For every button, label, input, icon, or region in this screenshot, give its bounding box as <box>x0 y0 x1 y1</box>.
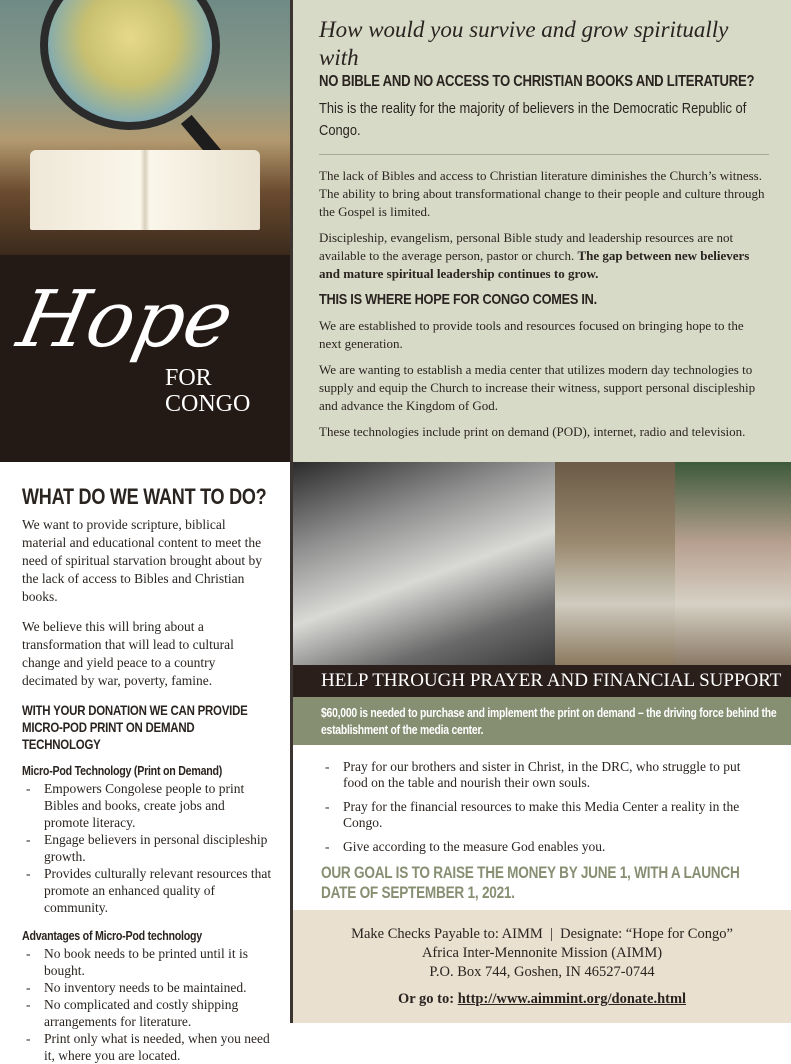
hope-for-congo-logo <box>0 255 290 462</box>
intro-paragraph: The lack of Bibles and access to Christian literature diminishes the Church’s witness. The ability to bring about transformational change to their people and culture through the Gospel is limited. <box>319 168 765 219</box>
man-with-printer-photo <box>555 462 675 665</box>
goal-statement: OUR GOAL IS TO RAISE THE MONEY BY JUNE 1, WITH A LAUNCH DATE OF SEPTEMBER 1, 2021. <box>321 863 740 902</box>
tech-heading: Micro-Pod Technology (Print on Demand) <box>22 763 223 778</box>
intro-question: How would you survive and grow spiritually with <box>319 17 729 70</box>
list-item: - Give according to the measure God enables you. <box>321 839 751 855</box>
printer-photo <box>293 462 555 665</box>
bold-text: The gap between new believers and mature spiritual leadership continues to grow. <box>319 248 750 281</box>
checks-payable: Make Checks Payable to: AIMM | Designate: “Hope for Congo” <box>351 926 733 942</box>
list-item: - Engage believers in personal discipleship growth. <box>22 831 272 865</box>
donation-heading: WITH YOUR DONATION WE CAN PROVIDE MICRO-POD PRINT ON DEMAND TECHNOLOGY <box>22 702 248 752</box>
intro-reality: This is the reality for the majority of believers in the Democratic Republic of Congo. <box>319 100 747 139</box>
photo-strip <box>290 462 791 665</box>
intro-panel <box>290 0 791 462</box>
child-with-book-photo <box>675 462 791 665</box>
intro-paragraph: These technologies include print on demand (POD), internet, radio and television. <box>319 424 746 439</box>
magnifying-glass-map <box>40 0 220 130</box>
paragraph: We want to provide scripture, biblical material and educational content to meet the need of spiritual starvation brought about by the lack of access to Bibles and Christian books. <box>22 517 262 604</box>
address: P.O. Box 744, Goshen, IN 46527-0744 <box>429 964 655 980</box>
list-item: - Empowers Congolese people to print Bibles and books, create jobs and promote literacy. <box>22 780 272 831</box>
what-we-want-section <box>0 462 290 1063</box>
support-banner: HELP THROUGH PRAYER AND FINANCIAL SUPPORT <box>290 665 791 697</box>
list-item: - No complicated and costly shipping arrangements for literature. <box>22 996 272 1030</box>
paragraph: We believe this will bring about a transformation that will lead to cultural change and yield peace to a country decimated by war, poverty, famine. <box>22 619 234 688</box>
org-name: Africa Inter-Mennonite Mission (AIMM) <box>421 945 663 961</box>
donate-link[interactable]: http://www.aimmint.org/donate.html <box>457 991 687 1007</box>
advantages-heading: Advantages of Micro-Pod technology <box>22 928 202 943</box>
list-item: - Provides culturally relevant resources that promote an enhanced quality of community. <box>22 865 272 916</box>
list-item: - Pray for the financial resources to make this Media Center a reality in the Congo. <box>321 799 751 831</box>
logo-for: FOR <box>165 365 212 391</box>
funding-need-banner <box>290 697 791 745</box>
intro-question-caps: NO BIBLE AND NO ACCESS TO CHRISTIAN BOOKS AND LITERATURE? <box>319 73 755 90</box>
logo-congo: CONGO <box>165 391 251 417</box>
intro-paragraph <box>319 229 769 283</box>
goto-label: Or go to: <box>397 991 458 1007</box>
intro-paragraph: We are established to provide tools and resources focused on bringing hope to the next generation. <box>319 318 744 351</box>
donation-footer <box>290 910 791 1023</box>
list-item: - Print only what is needed, when you need it, where you are located. <box>22 1030 272 1064</box>
list-item: - Pray for our brothers and sister in Christ, in the DRC, who struggle to put food on the table and nourish their own souls. <box>321 759 751 791</box>
funding-need-text: $60,000 is needed to purchase and implement the print on demand – the driving force behind the establishment of the media center. <box>321 705 777 737</box>
section-heading: THIS IS WHERE HOPE FOR CONGO COMES IN. <box>319 291 597 308</box>
text: Discipleship, evangelism, personal Bible study and leadership resources are not available to the average person, pastor or church. <box>319 230 734 263</box>
open-bible-image <box>30 150 260 230</box>
divider <box>319 154 769 155</box>
list-item: - No inventory needs to be maintained. <box>22 979 272 996</box>
section-title: WHAT DO WE WANT TO DO? <box>22 484 267 509</box>
intro-paragraph: We are wanting to establish a media center that utilizes modern day technologies to supply and equip the Church to increase their witness, support personal discipleship and advance the Kingdom of God. <box>319 362 756 413</box>
map-magnifier-bible-photo <box>0 0 290 255</box>
prayer-list-section <box>290 745 791 910</box>
list-item: - No book needs to be printed until it is bought. <box>22 945 272 979</box>
logo-script: Hope <box>10 275 241 365</box>
